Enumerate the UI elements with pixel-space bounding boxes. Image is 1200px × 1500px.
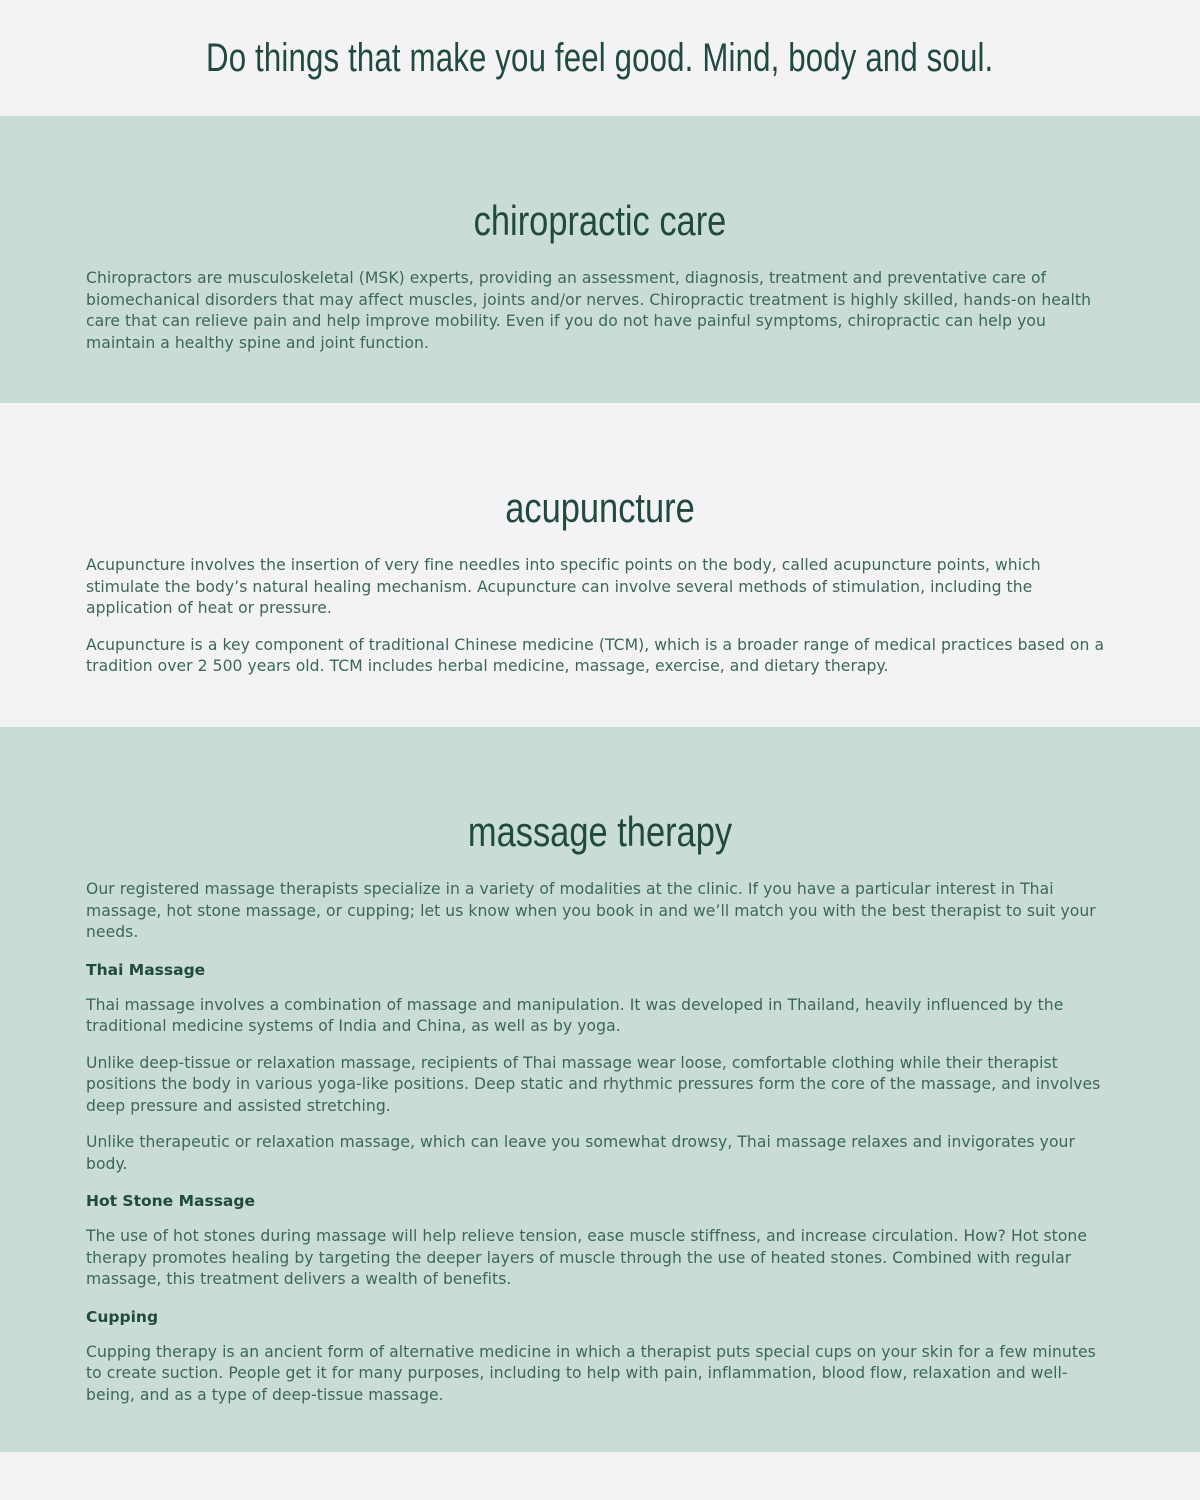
page-header xyxy=(0,0,1200,116)
thai-massage-paragraph: Thai massage involves a combination of massage and manipulation. It was developed in Thailand, heavily influenced by the traditional medicine systems of India and China, as well as by yoga. xyxy=(86,995,1064,1035)
thai-massage-heading: Thai Massage xyxy=(86,960,206,979)
hot-stone-heading: Hot Stone Massage xyxy=(86,1192,255,1210)
cupping-paragraph: Cupping therapy is an ancient form of alternative medicine in which a therapist puts special cups on your skin for a few minutes to create suction. People get it for many purposes, including to help with pain, inflammation, blood flow, relaxation and well-being, and as a type of deep-tissue massage. xyxy=(86,1342,1096,1404)
chiropractic-title: chiropractic care xyxy=(473,197,727,244)
acupuncture-paragraph: Acupuncture is a key component of traditional Chinese medicine (TCM), which is a broader range of medical practices based on a tradition over 2 500 years old. TCM includes herbal medicine, massage, exercise, and dietary therapy. xyxy=(86,635,1105,675)
thai-massage-paragraph: Unlike therapeutic or relaxation massage, which can leave you somewhat drowsy, Thai massage relaxes and invigorates your body. xyxy=(86,1133,1075,1173)
hot-stone-paragraph: The use of hot stones during massage will help relieve tension, ease muscle stiffness, and increase circulation. How? Hot stone therapy promotes healing by targeting the deeper layers of muscle through the use of heated stones. Combined with regular massage, this treatment delivers a wealth of benefits. xyxy=(86,1227,1087,1288)
massage-section xyxy=(0,727,1200,1452)
thai-massage-paragraph: Unlike deep-tissue or relaxation massage, recipients of Thai massage wear loose, comfortable clothing while their therapist positions the body in various yoga-like positions. Deep static and rhythmic pressures form the core of the massage, and involves deep pressure and assisted stretching. xyxy=(86,1053,1101,1115)
acupuncture-paragraph: Acupuncture involves the insertion of very fine needles into specific points on the body, called acupuncture points, which stimulate the body’s natural healing mechanism. Acupuncture can involve several methods of stimulation, including the application of heat or pressure. xyxy=(86,556,1041,617)
chiropractic-section xyxy=(0,116,1200,403)
massage-title: massage therapy xyxy=(467,808,733,855)
page-title: Do things that make you feel good. Mind, body and soul. xyxy=(206,35,994,80)
chiropractic-paragraph: Chiropractors are musculoskeletal (MSK) experts, providing an assessment, diagnosis, treatment and preventative care of biomechanical disorders that may affect muscles, joints and/or nerves. Chiropractic treatment is highly skilled, hands-on health care that can relieve pain and help improve mobility. Even if you do not have painful symptoms, chiropractic can help you maintain a healthy spine and joint function. xyxy=(86,269,1092,352)
acupuncture-title: acupuncture xyxy=(505,484,695,531)
massage-intro: Our registered massage therapists specialize in a variety of modalities at the clinic. If you have a particular interest in Thai massage, hot stone massage, or cupping; let us know when you book in and we’ll match you with the best therapist to suit your needs. xyxy=(86,880,1096,941)
cupping-heading: Cupping xyxy=(86,1307,159,1326)
acupuncture-section xyxy=(0,403,1200,727)
footer-spacer xyxy=(0,1452,1200,1500)
